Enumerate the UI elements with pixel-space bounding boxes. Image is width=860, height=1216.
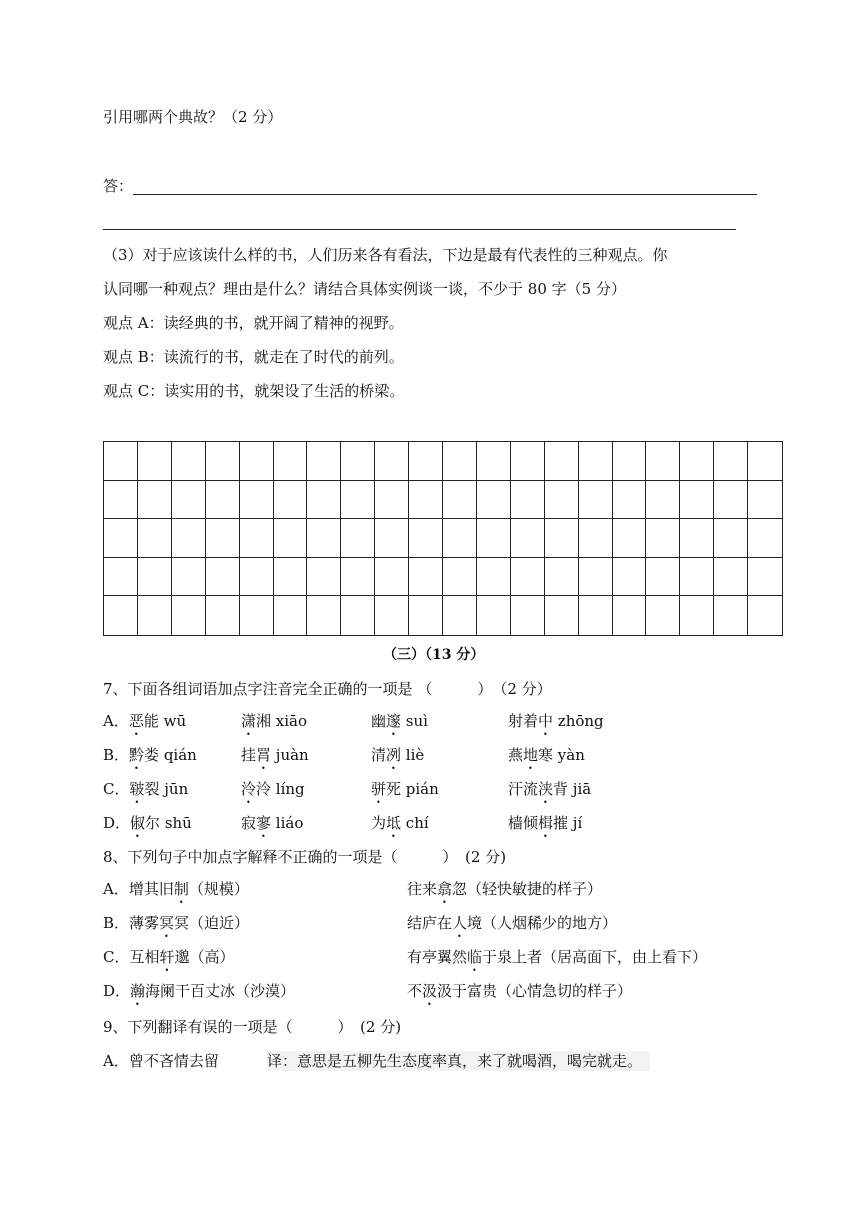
grid-cell[interactable] (206, 558, 240, 597)
q8-option (103, 913, 249, 941)
grid-cell[interactable] (375, 519, 409, 558)
grid-cell[interactable] (307, 596, 341, 635)
option-text: D． (103, 814, 131, 832)
grid-cell[interactable] (748, 558, 782, 597)
q7-option (103, 779, 188, 807)
view-a: 观点 A：读经典的书，就开阔了精神的视野。 (103, 314, 404, 332)
q7-option (508, 711, 604, 739)
grid-cell[interactable] (579, 558, 613, 597)
dotted-character: 制 (173, 880, 189, 898)
dotted-character: 坻 (386, 814, 402, 832)
dotted-character: 黔 (129, 746, 145, 764)
grid-cell[interactable] (274, 558, 308, 597)
q7-option (241, 745, 309, 773)
option-text: liè (401, 746, 425, 764)
option-text: 挂 (241, 746, 257, 764)
grid-cell[interactable] (477, 442, 511, 481)
q7-option (371, 813, 429, 841)
grid-cell[interactable] (206, 442, 240, 481)
grid-cell[interactable] (375, 558, 409, 597)
grid-cell[interactable] (748, 481, 782, 520)
grid-cell[interactable] (545, 596, 579, 635)
grid-cell[interactable] (714, 519, 748, 558)
grid-cell[interactable] (138, 596, 172, 635)
answer-line-2[interactable] (103, 229, 736, 230)
q6-sub3-line2: 认同哪一种观点？理由是什么？请结合具体实例谈一谈，不少于 80 字（5 分） (103, 280, 626, 298)
grid-cell[interactable] (341, 481, 375, 520)
grid-cell[interactable] (443, 596, 477, 635)
grid-cell[interactable] (680, 596, 714, 635)
q7-option (508, 779, 591, 807)
view-b: 观点 B：读流行的书，就走在了时代的前列。 (103, 348, 404, 366)
writing-grid[interactable] (103, 441, 783, 636)
grid-cell[interactable] (341, 519, 375, 558)
grid-cell[interactable] (104, 596, 138, 635)
q7-option (508, 813, 582, 841)
grid-cell[interactable] (511, 481, 545, 520)
grid-cell[interactable] (274, 596, 308, 635)
option-text: 寂 (241, 814, 257, 832)
dotted-character: 浃 (538, 780, 554, 798)
dotted-character: 瀚 (130, 982, 146, 1000)
grid-cell[interactable] (375, 481, 409, 520)
grid-cell[interactable] (443, 558, 477, 597)
dotted-character: 骈 (371, 780, 387, 798)
grid-cell[interactable] (748, 442, 782, 481)
option-text: 冥（迫近） (174, 914, 250, 932)
grid-cell[interactable] (680, 442, 714, 481)
dotted-character: 皲 (129, 780, 145, 798)
grid-cell[interactable] (680, 558, 714, 597)
dotted-character: 临 (467, 948, 483, 966)
option-text: 能 wū (143, 712, 187, 730)
q9-option-a-text: 译：意思是五柳先生态度率真，来了就喝酒，喝完就走。 (267, 1051, 650, 1071)
option-text: A． (103, 712, 129, 730)
option-text: 有亭翼然 (407, 948, 468, 966)
grid-cell[interactable] (579, 596, 613, 635)
dotted-character: 泠 (241, 780, 257, 798)
grid-cell[interactable] (714, 442, 748, 481)
grid-cell[interactable] (206, 519, 240, 558)
grid-cell[interactable] (274, 481, 308, 520)
q7-option (103, 745, 197, 773)
dotted-character: 冥 (159, 914, 175, 932)
grid-cell[interactable] (613, 481, 647, 520)
option-text: 幽 (371, 712, 387, 730)
dotted-character: 楫 (538, 814, 554, 832)
option-text: 于泉上者（居高面下，由上看下） (482, 948, 708, 966)
grid-cell[interactable] (307, 481, 341, 520)
q7-option (241, 711, 307, 739)
q7-option (371, 745, 424, 773)
grid-cell[interactable] (172, 519, 206, 558)
grid-cell[interactable] (613, 442, 647, 481)
option-text: 裂 jūn (144, 780, 189, 798)
grid-cell[interactable] (240, 558, 274, 597)
option-text: 境（人烟稀少的地方） (467, 914, 618, 932)
option-text: 死 pián (386, 780, 439, 798)
grid-cell[interactable] (206, 596, 240, 635)
grid-cell[interactable] (714, 558, 748, 597)
dotted-character: 冽 (386, 746, 402, 764)
grid-cell[interactable] (104, 481, 138, 520)
option-text: B． (103, 746, 130, 764)
grid-cell[interactable] (545, 481, 579, 520)
q7-option (371, 779, 439, 807)
grid-cell[interactable] (714, 481, 748, 520)
grid-cell[interactable] (748, 596, 782, 635)
q9-option-a-label: A．曾不吝情去留 (103, 1052, 219, 1070)
option-text: 海阑干百丈冰（沙漠） (145, 982, 296, 1000)
grid-cell[interactable] (545, 519, 579, 558)
option-text: 不 (407, 982, 423, 1000)
grid-cell[interactable] (511, 558, 545, 597)
dotted-character: 邃 (386, 712, 402, 730)
q8-option (103, 879, 249, 907)
option-text: 背 jiā (553, 780, 592, 798)
grid-cell[interactable] (646, 519, 680, 558)
grid-cell[interactable] (646, 481, 680, 520)
grid-cell[interactable] (104, 558, 138, 597)
grid-cell[interactable] (409, 596, 443, 635)
grid-cell[interactable] (172, 596, 206, 635)
option-text: D． (103, 982, 131, 1000)
q7-option (371, 711, 428, 739)
option-text: 湘 xiāo (256, 712, 308, 730)
grid-cell[interactable] (274, 519, 308, 558)
grid-cell[interactable] (138, 481, 172, 520)
grid-cell[interactable] (240, 519, 274, 558)
q8-option (103, 981, 295, 1009)
grid-cell[interactable] (511, 442, 545, 481)
dotted-character: 地 (523, 746, 539, 764)
q7-option (508, 745, 585, 773)
grid-cell[interactable] (443, 519, 477, 558)
answer-label: 答： (103, 177, 134, 195)
option-text: 泠 líng (256, 780, 305, 798)
grid-cell[interactable] (138, 558, 172, 597)
grid-cell[interactable] (375, 442, 409, 481)
option-text: zhōng (553, 712, 604, 730)
grid-cell[interactable] (613, 558, 647, 597)
grid-cell[interactable] (172, 442, 206, 481)
option-text: 结庐在 (407, 914, 453, 932)
option-text: C．互相 (103, 948, 160, 966)
grid-cell[interactable] (104, 442, 138, 481)
option-text: chí (401, 814, 429, 832)
grid-cell[interactable] (748, 519, 782, 558)
dotted-character: 潇 (241, 712, 257, 730)
option-text: 娄 qián (144, 746, 197, 764)
option-text: liáo (271, 814, 304, 832)
q6-sub3-line1: （3）对于应该读什么样的书，人们历来各有看法，下边是最有代表性的三种观点。你 (103, 246, 668, 264)
grid-cell[interactable] (477, 596, 511, 635)
option-text: 清 (371, 746, 387, 764)
grid-cell[interactable] (307, 519, 341, 558)
grid-cell[interactable] (579, 481, 613, 520)
grid-cell[interactable] (172, 558, 206, 597)
grid-cell[interactable] (477, 481, 511, 520)
q9-stem: 9、下列翻译有误的一项是（ ） (2 分) (103, 1018, 402, 1036)
grid-cell[interactable] (545, 442, 579, 481)
dotted-character: 寥 (256, 814, 272, 832)
dotted-character: 人 (452, 914, 468, 932)
grid-cell[interactable] (646, 558, 680, 597)
q7-option (103, 711, 186, 739)
option-text: B．薄雾 (103, 914, 160, 932)
q8-option (407, 879, 602, 907)
view-c: 观点 C：读实用的书，就架设了生活的桥梁。 (103, 382, 405, 400)
dotted-character: 中 (538, 712, 554, 730)
grid-cell[interactable] (680, 519, 714, 558)
q6-sub2-tail: 引用哪两个典故？（2 分） (103, 108, 283, 126)
grid-cell[interactable] (341, 596, 375, 635)
option-text: 为 (371, 814, 387, 832)
option-text: 寒 yàn (538, 746, 585, 764)
dotted-character: 罥 (256, 746, 272, 764)
option-text: 往来 (407, 880, 438, 898)
grid-cell[interactable] (341, 442, 375, 481)
option-text: 忽（轻快敏捷的样子） (452, 880, 603, 898)
option-text: 射着 (508, 712, 539, 730)
q7-stem: 7、下面各组词语加点字注音完全正确的一项是 （ ） （2 分） (103, 680, 552, 698)
section-title: （三）（13 分） (383, 647, 485, 663)
grid-cell[interactable] (375, 596, 409, 635)
grid-cell[interactable] (172, 481, 206, 520)
q7-option (241, 813, 303, 841)
option-text: 邈（高） (174, 948, 235, 966)
grid-cell[interactable] (545, 558, 579, 597)
grid-cell[interactable] (443, 481, 477, 520)
grid-cell[interactable] (104, 519, 138, 558)
dotted-character: 恶 (128, 712, 144, 730)
q8-stem: 8、下列句子中加点字解释不正确的一项是（ ） (2 分) (103, 848, 507, 866)
option-text: A．增其旧 (103, 880, 174, 898)
q8-option (407, 981, 632, 1009)
grid-cell[interactable] (680, 481, 714, 520)
grid-cell[interactable] (477, 558, 511, 597)
grid-cell[interactable] (409, 558, 443, 597)
grid-cell[interactable] (138, 442, 172, 481)
grid-cell[interactable] (511, 596, 545, 635)
dotted-character: 汲 (422, 982, 438, 1000)
option-text: C． (103, 780, 130, 798)
option-text: 汗流 (508, 780, 539, 798)
option-text: 燕 (508, 746, 524, 764)
grid-cell[interactable] (646, 596, 680, 635)
dotted-character: 翕 (437, 880, 453, 898)
q7-option (103, 813, 192, 841)
grid-cell[interactable] (511, 519, 545, 558)
grid-cell[interactable] (409, 519, 443, 558)
grid-cell[interactable] (613, 519, 647, 558)
option-text: 尔 shū (145, 814, 192, 832)
grid-cell[interactable] (274, 442, 308, 481)
grid-cell[interactable] (409, 442, 443, 481)
grid-cell[interactable] (240, 442, 274, 481)
grid-cell[interactable] (443, 442, 477, 481)
option-text: （规模） (188, 880, 249, 898)
grid-cell[interactable] (714, 596, 748, 635)
q8-option (407, 947, 707, 975)
answer-line-1[interactable] (133, 194, 757, 195)
option-text: 樯倾 (508, 814, 539, 832)
grid-cell[interactable] (409, 481, 443, 520)
option-text: suì (401, 712, 428, 730)
grid-cell[interactable] (477, 519, 511, 558)
dotted-character: 轩 (159, 948, 175, 966)
option-text: 摧 jí (553, 814, 583, 832)
dotted-character: 俶 (130, 814, 146, 832)
grid-cell[interactable] (646, 442, 680, 481)
grid-cell[interactable] (240, 481, 274, 520)
grid-cell[interactable] (579, 519, 613, 558)
option-text: juàn (271, 746, 309, 764)
q7-option (241, 779, 305, 807)
grid-cell[interactable] (206, 481, 240, 520)
grid-cell[interactable] (307, 558, 341, 597)
grid-cell[interactable] (579, 442, 613, 481)
q8-option (103, 947, 235, 975)
grid-cell[interactable] (307, 442, 341, 481)
grid-cell[interactable] (240, 596, 274, 635)
grid-cell[interactable] (341, 558, 375, 597)
q8-option (407, 913, 617, 941)
grid-cell[interactable] (613, 596, 647, 635)
option-text: 汲于富贵（心情急切的样子） (437, 982, 633, 1000)
grid-cell[interactable] (138, 519, 172, 558)
